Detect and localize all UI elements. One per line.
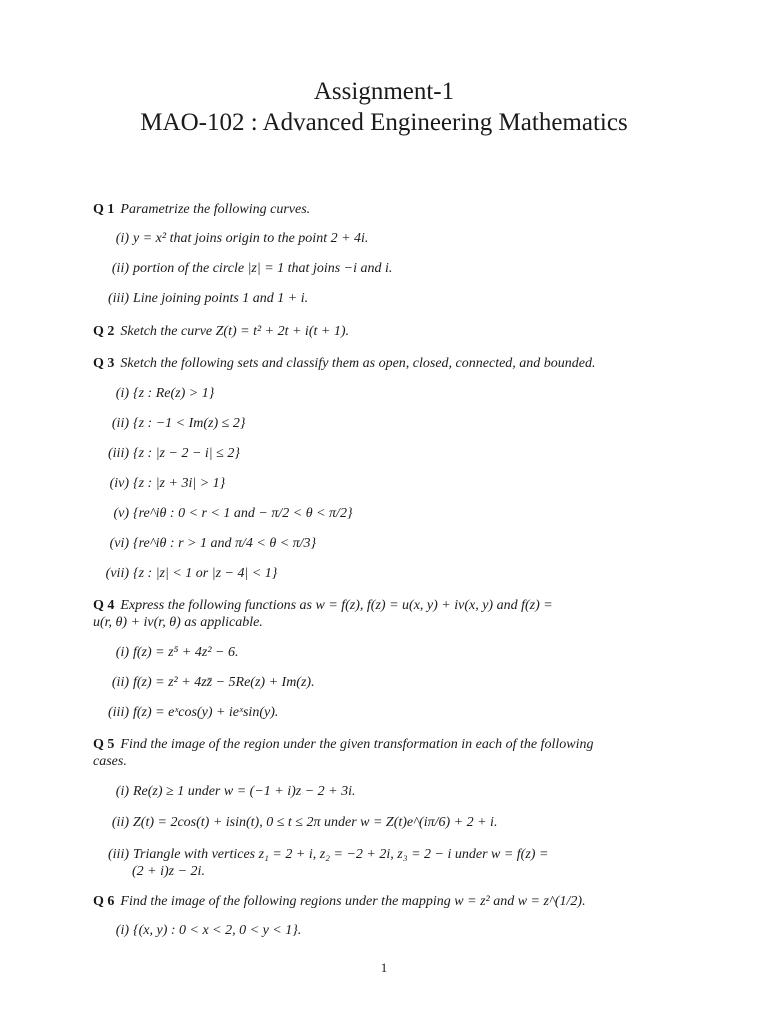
item-text: f(z) = z⁵ + 4z² − 6. [133,645,239,660]
question-number: Q 4 [93,598,115,613]
item-label: (ii) [111,416,129,431]
question-item [92,704,682,721]
assignment-title: Assignment-1 [313,78,455,105]
question-2 [93,323,677,340]
item-text: {(x, y) : 0 < x < 2, 0 < y < 1}. [133,923,302,938]
item-label: (ii) [111,815,129,830]
question-item [92,922,682,939]
item-label: (v) [113,506,129,521]
item-text: portion of the circle |z| = 1 that joins −i and i. [133,261,393,276]
question-5 [93,736,677,753]
question-text: Find the image of the region under the given transformation in each of the following [120,737,594,752]
question-text: Parametrize the following curves. [120,202,311,217]
item-text: Z(t) = 2cos(t) + isin(t), 0 ≤ t ≤ 2π under w = Z(t)e^(iπ/6) + 2 + i. [133,815,498,830]
question-item [92,674,682,691]
item-text: f(z) = z² + 4zz̄ − 5Re(z) + Im(z). [133,675,315,690]
question-item [92,445,682,462]
item-label: (ii) [111,675,129,690]
course-title: MAO-102 : Advanced Engineering Mathematics [140,109,628,136]
question-number: Q 6 [93,894,115,909]
question-text: Find the image of the following regions under the mapping w = z² and w = z^(1/2). [120,894,586,909]
question-text-continued: cases. [93,754,127,769]
item-label: (i) [115,923,129,938]
item-text: {z : |z + 3i| > 1} [133,476,226,491]
question-number: Q 3 [93,356,115,371]
question-6 [93,893,677,910]
question-item [92,846,682,863]
item-label: (i) [115,231,129,246]
item-text-continued: (2 + i)z − 2i. [132,864,205,879]
question-number: Q 2 [93,324,115,339]
item-text: Line joining points 1 and 1 + i. [133,291,309,306]
question-item [92,385,682,402]
item-text: {z : |z − 2 − i| ≤ 2} [133,446,240,461]
item-text: y = x² that joins origin to the point 2 + 4i. [133,231,369,246]
item-label: (iii) [108,847,129,862]
item-label: (i) [115,645,129,660]
item-text: {z : −1 < Im(z) ≤ 2} [133,416,246,431]
item-text: f(z) = eˣcos(y) + ieˣsin(y). [133,705,279,720]
page-number: 1 [380,960,388,975]
question-item [92,290,682,307]
item-text: {z : Re(z) > 1} [133,386,215,401]
question-number: Q 1 [93,202,115,217]
item-label: (iii) [108,705,129,720]
question-number: Q 5 [93,737,115,752]
question-item [92,415,682,432]
question-3 [93,355,677,372]
item-label: (vii) [105,566,129,581]
item-label: (vi) [109,536,129,551]
question-item [92,814,682,831]
question-item [92,230,682,247]
question-item [92,535,682,552]
item-label: (i) [115,784,129,799]
item-text: {z : |z| < 1 or |z − 4| < 1} [133,566,278,581]
question-text-continued: u(r, θ) + iv(r, θ) as applicable. [93,615,263,630]
question-item [92,260,682,277]
item-label: (iii) [108,291,129,306]
question-4 [93,597,677,614]
item-label: (iv) [109,476,129,491]
question-item [92,783,682,800]
question-item [92,475,682,492]
question-text: Sketch the following sets and classify them as open, closed, connected, and bounded. [120,356,596,371]
question-item [92,644,682,661]
item-label: (iii) [108,446,129,461]
item-label: (ii) [111,261,129,276]
item-text: {re^iθ : r > 1 and π/4 < θ < π/3} [133,536,317,551]
question-1 [93,201,677,218]
question-item [92,565,682,582]
question-text: Sketch the curve Z(t) = t² + 2t + i(t + 1). [120,324,349,339]
item-text: {re^iθ : 0 < r < 1 and − π/2 < θ < π/2} [133,506,353,521]
item-text: Triangle with vertices z₁ = 2 + i, z₂ = −2 + 2i, z₃ = 2 − i under w = f(z) = [133,847,549,862]
item-text: Re(z) ≥ 1 under w = (−1 + i)z − 2 + 3i. [133,784,356,799]
question-text: Express the following functions as w = f(z), f(z) = u(x, y) + iv(x, y) and f(z) = [120,598,553,613]
item-label: (i) [115,386,129,401]
question-item [92,505,682,522]
